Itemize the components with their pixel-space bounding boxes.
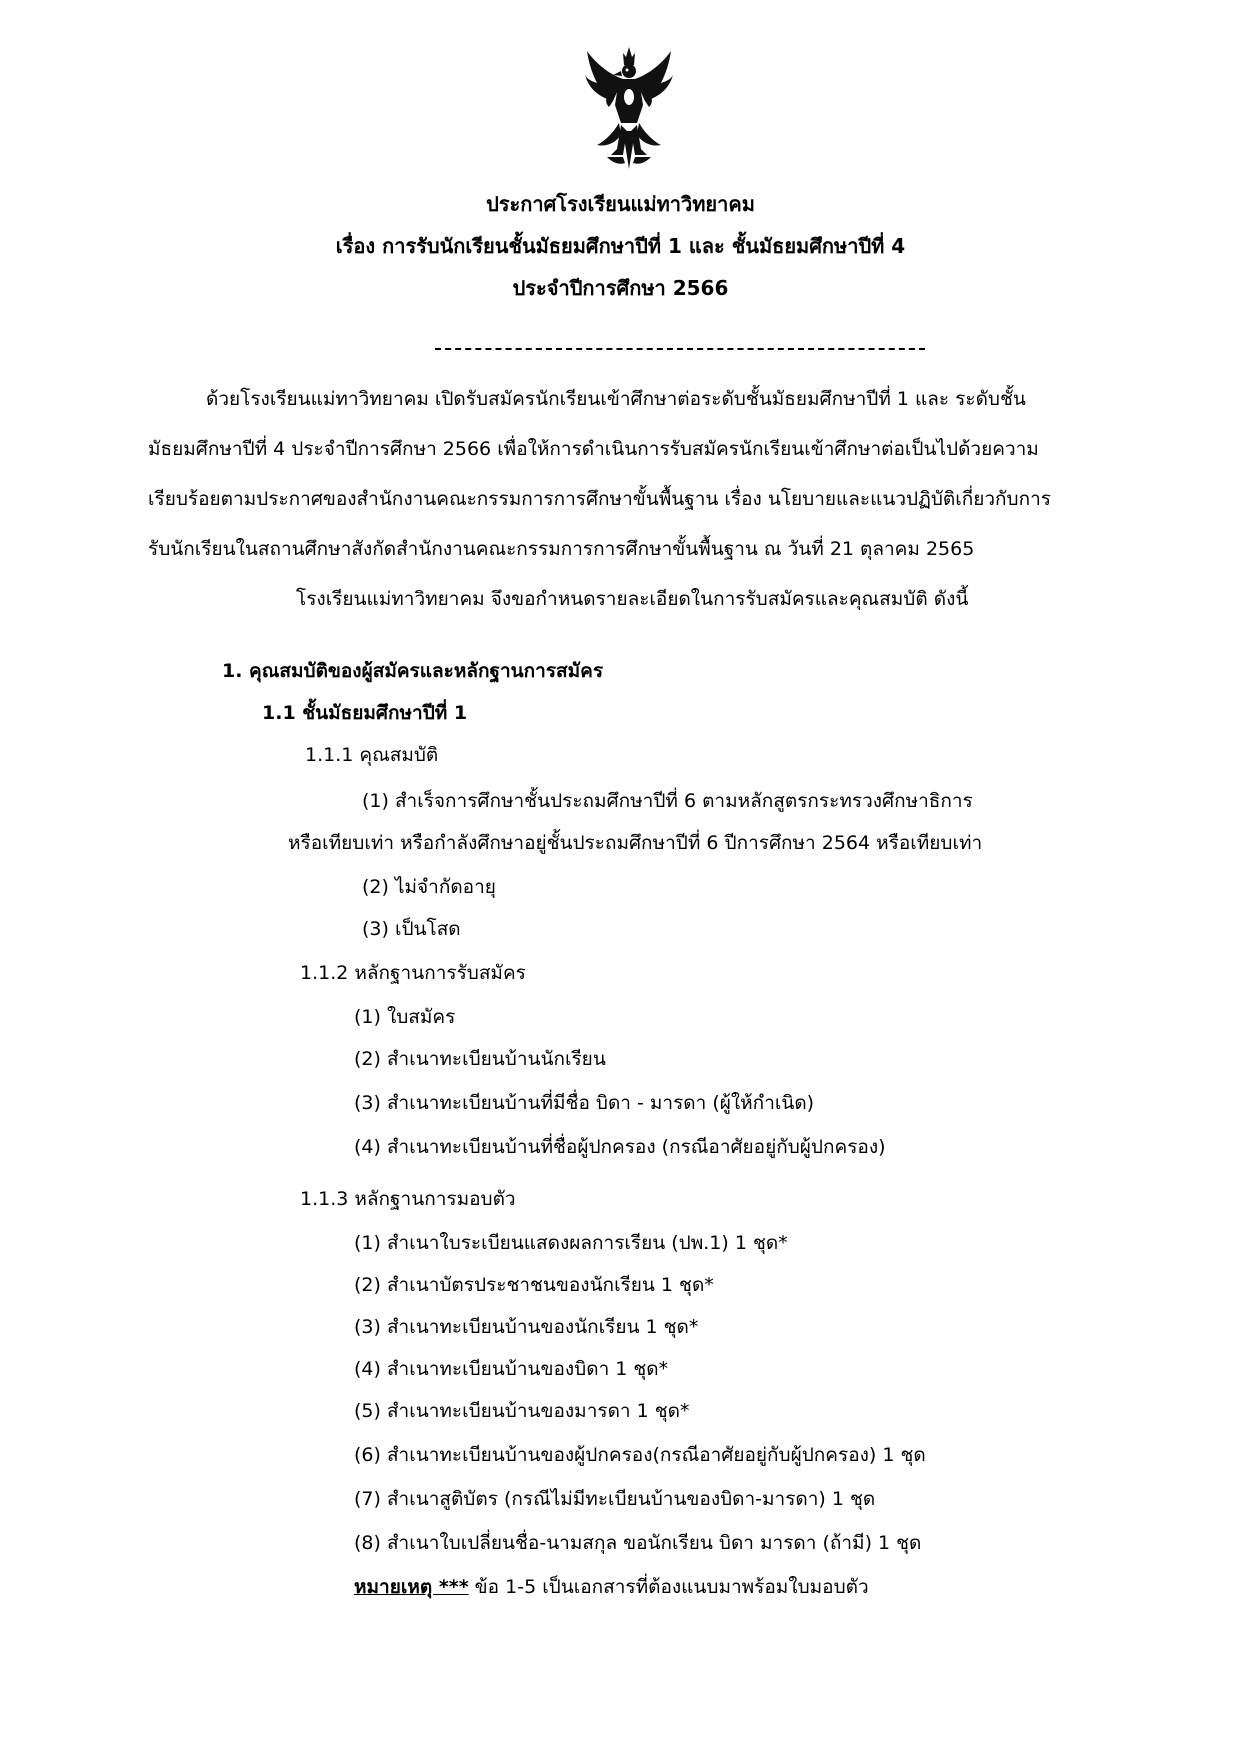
- reporting-doc-item: (4) สำเนาทะเบียนบ้านของบิดา 1 ชุด*: [354, 1358, 669, 1380]
- garuda-emblem-icon: [583, 45, 675, 175]
- reporting-docs-heading: 1.1.3 หลักฐานการมอบตัว: [300, 1188, 516, 1210]
- reporting-doc-item: (1) สำเนาใบระเบียนแสดงผลการเรียน (ปพ.1) 1 ชุด*: [354, 1232, 788, 1254]
- note-line: [354, 1572, 869, 1602]
- announcement-subject: เรื่อง การรับนักเรียนชั้นมัธยมศึกษาปีที่ 1 และ ชั้นมัธยมศึกษาปีที่ 4: [335, 234, 906, 258]
- intro-line-2: มัธยมศึกษาปีที่ 4 ประจำปีการศึกษา 2566 เพื่อให้การดำเนินการรับสมัครนักเรียนเข้าศึกษาต่อเป็นไปด้วยความ: [148, 438, 1039, 460]
- reporting-doc-item: (6) สำเนาทะเบียนบ้านของผู้ปกครอง(กรณีอาศัยอยู่กับผู้ปกครอง) 1 ชุด: [354, 1444, 926, 1466]
- application-doc-item: (1) ใบสมัคร: [354, 1006, 456, 1028]
- application-doc-item: (3) สำเนาทะเบียนบ้านที่มีชื่อ บิดา - มารดา (ผู้ให้กำเนิด): [354, 1092, 815, 1114]
- application-doc-item: (4) สำเนาทะเบียนบ้านที่ชื่อผู้ปกครอง (กรณีอาศัยอยู่กับผู้ปกครอง): [354, 1136, 886, 1158]
- qualification-item-3: (3) เป็นโสด: [362, 918, 461, 940]
- application-docs-heading: 1.1.2 หลักฐานการรับสมัคร: [300, 962, 526, 984]
- qualification-item-2: (2) ไม่จำกัดอายุ: [362, 876, 496, 898]
- announcement-title: ประกาศโรงเรียนแม่ทาวิทยาคม: [486, 192, 755, 216]
- note-label: หมายเหตุ ***: [354, 1576, 469, 1598]
- title-divider: [435, 348, 925, 350]
- reporting-doc-item: (5) สำเนาทะเบียนบ้านของมารดา 1 ชุด*: [354, 1400, 690, 1422]
- intro-line-4: รับนักเรียนในสถานศึกษาสังกัดสำนักงานคณะกรรมการการศึกษาขั้นพื้นฐาน ณ วันที่ 21 ตุลาคม 2565: [148, 538, 975, 560]
- section-1-1-heading: 1.1 ชั้นมัธยมศึกษาปีที่ 1: [262, 702, 468, 724]
- qualifications-heading: 1.1.1 คุณสมบัติ: [305, 744, 439, 766]
- application-doc-item: (2) สำเนาทะเบียนบ้านนักเรียน: [354, 1048, 606, 1070]
- section-1-heading: 1. คุณสมบัติของผู้สมัครและหลักฐานการสมัคร: [222, 660, 604, 682]
- intro-line-1: ด้วยโรงเรียนแม่ทาวิทยาคม เปิดรับสมัครนักเรียนเข้าศึกษาต่อระดับชั้นมัธยมศึกษาปีที่ 1 และ ระดับชั้น: [206, 388, 1026, 410]
- intro-line-3: เรียบร้อยตามประกาศของสำนักงานคณะกรรมการการศึกษาขั้นพื้นฐาน เรื่อง นโยบายและแนวปฏิบัติเกี่ยวกับการ: [148, 488, 1051, 510]
- note-text: ข้อ 1-5 เป็นเอกสารที่ต้องแนบมาพร้อมใบมอบตัว: [468, 1576, 869, 1598]
- qualification-item-1: (1) สำเร็จการศึกษาชั้นประถมศึกษาปีที่ 6 ตามหลักสูตรกระทรวงศึกษาธิการ: [362, 790, 973, 812]
- reporting-doc-item: (8) สำเนาใบเปลี่ยนชื่อ-นามสกุล ขอนักเรียน บิดา มารดา (ถ้ามี) 1 ชุด: [354, 1532, 922, 1554]
- qualification-item-1-cont: หรือเทียบเท่า หรือกำลังศึกษาอยู่ชั้นประถมศึกษาปีที่ 6 ปีการศึกษา 2564 หรือเทียบเท่า: [288, 832, 983, 854]
- academic-year-line: ประจำปีการศึกษา 2566: [512, 276, 729, 300]
- reporting-doc-item: (3) สำเนาทะเบียนบ้านของนักเรียน 1 ชุด*: [354, 1316, 699, 1338]
- intro-line-5: โรงเรียนแม่ทาวิทยาคม จึงขอกำหนดรายละเอียดในการรับสมัครและคุณสมบัติ ดังนี้: [296, 588, 969, 610]
- reporting-doc-item: (2) สำเนาบัตรประชาชนของนักเรียน 1 ชุด*: [354, 1274, 714, 1296]
- reporting-doc-item: (7) สำเนาสูติบัตร (กรณีไม่มีทะเบียนบ้านของบิดา-มารดา) 1 ชุด: [354, 1488, 876, 1510]
